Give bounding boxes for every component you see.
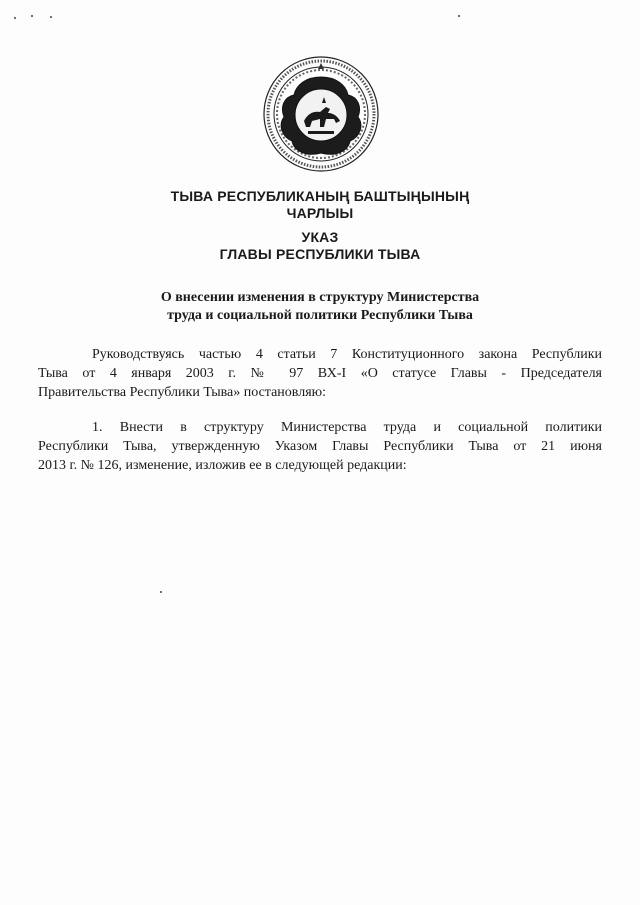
preamble-line: Правительства Республики Тыва» постановляю: <box>38 385 326 400</box>
scan-speck <box>160 591 162 593</box>
header-russian-line1: УКАЗ <box>301 229 339 245</box>
item1-line: 1. Внести в структуру Министерства труда и социальной политики <box>92 420 602 435</box>
header-tuvan-line2: ЧАРЛЫЫ <box>286 205 354 221</box>
scan-speck <box>50 16 52 18</box>
preamble-line: Руководствуясь частью 4 статьи 7 Конституционного закона Республики <box>92 347 602 362</box>
scan-speck <box>14 17 16 19</box>
header-tuvan-line1: ТЫВА РЕСПУБЛИКАНЫҢ БАШТЫҢЫНЫҢ <box>170 188 470 204</box>
preamble-paragraph <box>38 345 602 402</box>
subject-line2: труда и социальной политики Республики Тыва <box>167 308 473 323</box>
preamble-line: Тыва от 4 января 2003 г. № 97 ВХ-I «О статусе Главы - Председателя <box>38 366 602 381</box>
item1-line: 2013 г. № 126, изменение, изложив ее в следующей редакции: <box>38 458 407 473</box>
coat-of-arms-icon <box>262 55 380 173</box>
item1-paragraph <box>38 418 602 475</box>
subject-line1: О внесении изменения в структуру Министерства <box>160 290 480 305</box>
scan-speck <box>31 15 33 17</box>
scan-speck <box>458 15 460 17</box>
header-russian-line2: ГЛАВЫ РЕСПУБЛИКИ ТЫВА <box>219 246 421 262</box>
item1-line: Республики Тыва, утвержденную Указом Главы Республики Тыва от 21 июня <box>38 439 602 454</box>
